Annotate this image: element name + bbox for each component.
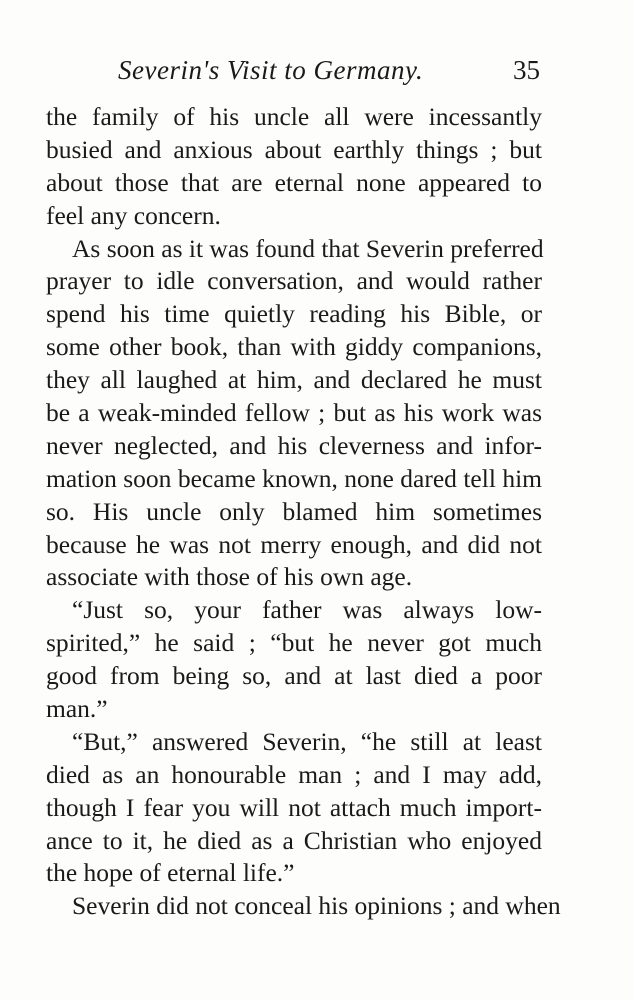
text-line: associate with those of his own age.	[46, 562, 413, 592]
text-line: spirited,” he said ; “but he never got much	[46, 628, 542, 658]
text-line: never neglected, and his cleverness and infor-	[46, 430, 542, 460]
text-line: ance to it, he died as a Christian who enjoyed	[46, 825, 542, 855]
body-text	[46, 101, 561, 923]
text-line: “Just so, your father was always low-	[72, 595, 542, 625]
text-line: the hope of eternal life.”	[46, 858, 295, 888]
text-line: Severin did not conceal his opinions ; and when	[72, 891, 561, 921]
text-line: they all laughed at him, and declared he must	[46, 365, 542, 395]
text-line: “But,” answered Severin, “he still at least	[72, 726, 542, 756]
text-line: busied and anxious about earthly things ; but	[46, 134, 542, 164]
text-line: so. His uncle only blamed him sometimes	[46, 496, 542, 526]
page-number: 35	[513, 55, 540, 85]
text-line: man.”	[46, 694, 108, 724]
text-line: spend his time quietly reading his Bible, or	[46, 299, 542, 329]
text-line: feel any concern.	[46, 200, 221, 230]
text-line: the family of his uncle all were incessantly	[46, 102, 542, 131]
text-line: some other book, than with giddy companions,	[46, 332, 542, 362]
text-line: As soon as it was found that Severin preferred	[72, 233, 544, 263]
text-line: prayer to idle conversation, and would rather	[46, 266, 542, 296]
text-line: though I fear you will not attach much import-	[46, 792, 542, 822]
text-line: because he was not merry enough, and did not	[46, 529, 542, 559]
text-line: good from being so, and at last died a poor	[46, 661, 542, 691]
text-line: mation soon became known, none dared tell him	[46, 463, 542, 493]
text-line: about those that are eternal none appeared to	[46, 167, 542, 197]
text-line: died as an honourable man ; and I may add,	[46, 759, 542, 789]
running-head	[46, 55, 542, 91]
text-line: be a weak-minded fellow ; but as his work was	[46, 398, 542, 428]
running-title: Severin's Visit to Germany.	[118, 55, 424, 85]
